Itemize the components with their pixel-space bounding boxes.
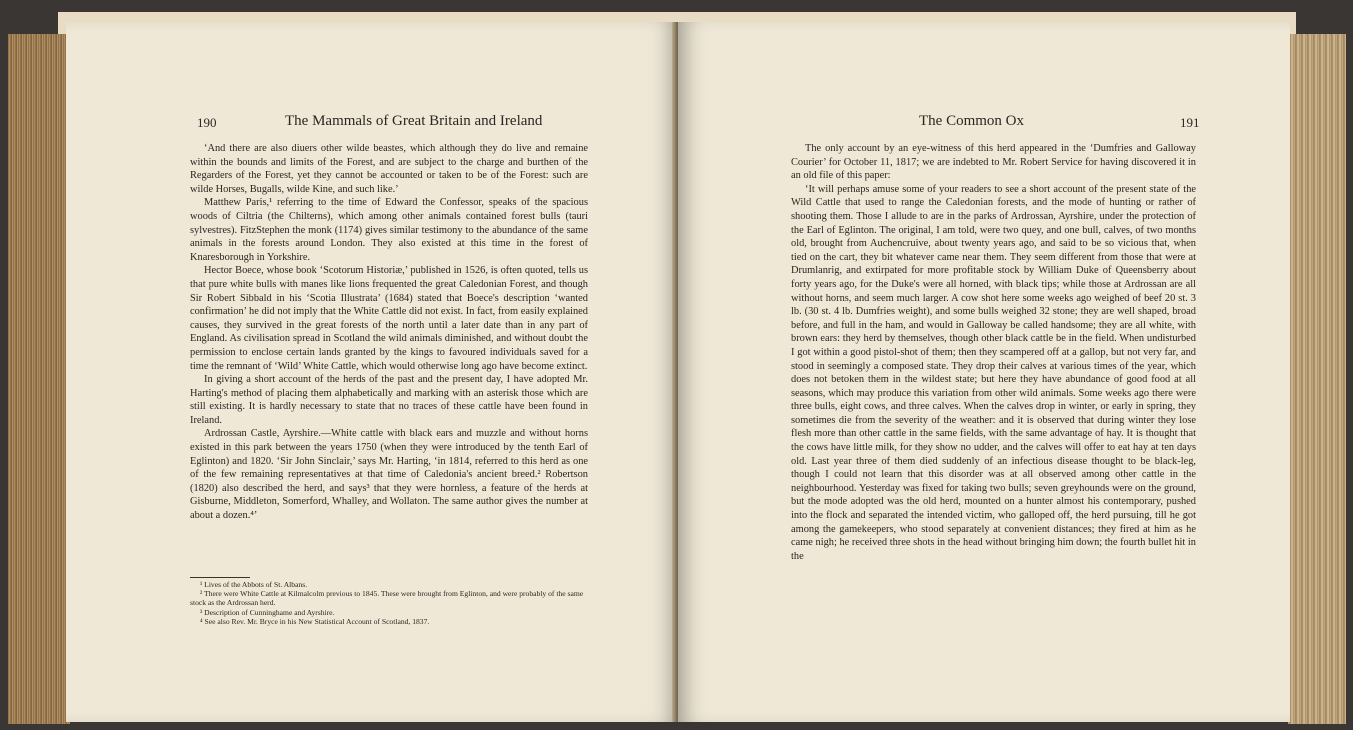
left-page-stack: [8, 34, 70, 724]
left-footnotes: [190, 577, 588, 626]
footnote: ¹ Lives of the Abbots of St. Albans.: [200, 580, 308, 589]
left-page: [66, 22, 678, 722]
right-body-text: [791, 142, 1196, 563]
footnote: ² There were White Cattle at Kilmalcolm previous to 1845. These were brought from Eglinton, and were probably of the same stock as the Ardrossan herd.: [190, 589, 584, 608]
left-page-number: 190: [197, 115, 217, 130]
paragraph: Hector Boece, whose book ‘Scotorum Historiæ,’ published in 1526, is often quoted, tells us that pure white bulls with manes like lions frequented the great Caledonian Forest, and though Sir Robert Sibbald in his ‘Scotia Illustrata’ (1684) stated that Boece's description ‘wanted confirmation’ he did not imply that the White Cattle did not exist. In fact, from easily explained causes, they survived in the great forests of the north until a later date than in any part of England. As civilisation spread in Scotland the wild animals diminished, and without doubt the permission to enclose certain lands granted by the kings to favoured individuals saved for a time the remnant of ‘Wild’ White Cattle, which would otherwise long ago have become extinct.: [190, 265, 588, 372]
paragraph: ‘And there are also diuers other wilde beastes, which although they do live and remaine within the bounds and limits of the Forest, and are subject to the charge and burthen of the Regarders of the Forest, yet they cannot be accounted or taken to be of the Forest: such are wilde Horses, Bugalls, wilde Kine, and such like.’: [190, 143, 588, 195]
paragraph: The only account by an eye-witness of this herd appeared in the ‘Dumfries and Galloway Courier’ for October 11, 1817; we are indebted to Mr. Robert Service for having discovered it in an old file of this paper:: [791, 143, 1196, 182]
paragraph: Matthew Paris,¹ referring to the time of Edward the Confessor, speaks of the spacious woods of Ciltria (the Chilterns), which among other animals contained forest bulls (tauri sylvestres). FitzStephen the monk (1174) gives similar testimony to the abundance of the same animals in the forests around London. They also existed at this time in the forest of Knaresborough in Yorkshire.: [190, 197, 588, 263]
footnote: ⁴ See also Rev. Mr. Bryce in his New Statistical Account of Scotland, 1837.: [200, 616, 430, 626]
right-page-stack: [1288, 34, 1346, 724]
right-page-number: 191: [1180, 115, 1200, 130]
right-page: [678, 22, 1290, 722]
left-body-text: [190, 142, 588, 523]
paragraph: In giving a short account of the herds of the past and the present day, I have adopted Mr. Harting's method of placing them alphabetically and marking with an asterisk those which are still existing. It is hardly necessary to state that no traces of these cattle have been found in Ireland.: [190, 374, 588, 426]
footnote: ³ Description of Cunninghame and Ayrshire.: [200, 607, 335, 617]
open-book: [8, 12, 1346, 724]
paragraph: ‘It will perhaps amuse some of your readers to see a short account of the present state of the Wild Cattle that used to range the Caledonian forests, and the mode of hunting or rather of shooting them. Those I allude to are in the parks of Ardrossan, Ayrshire, under the protection of the Earl of Eglinton. The original, I am told, were two quey, and one bull, calves, of two months old, brought from Auchencruive, about twenty years ago, and said to be so vicious that, when tied on the cart, they bit whatever came near them. They seem different from those that were at Drumlanrig, and extirpated for more profitable stock by William Duke of Queensberry about forty years ago, for the Duke's were all horned, with black tips; while those at Ardrossan are all without horns, and seem much larger. A cow shot here some weeks ago weighed of beef 20 st. 3 lb. (30 st. 4 lb. Dumfries weight), and some bulls weighed 32 stone; they are well shaped, broad before, and full in the ham, and would in Galloway be called handsome; they are all white, with brown ears: they herd by themselves, though other black cattle be in the field. When undisturbed I got within a good pistol-shot of them; then they scampered off at a gallop, but not very far, and stood in seemingly a composed state. They drop their calves at various times of the year, which does not betoken them in the wildest state; but here they have abundance of good food at all seasons, which may produce this variation from other wild animals. Some weeks ago there were three bulls, eight cows, and three calves. When the calves drop in winter, or early in spring, they sometimes die from the severity of the weather: and it is observed that during winter they lose flesh more than other cattle in the same fields, with the same advantage of hay. It is thought that the cows have little milk, for they show no udder, and the calves will offer to eat hay at ten days old. Last year three of them died suddenly of an infectious disease thought to be black-leg, though I could not learn that this disorder was at all observed among other cattle in the neighbourhood. Yesterday was fixed for taking two bulls; seven greyhounds were on the ground, but the mode adopted was the old herd, mounted on a hunter almost his contemporary, pushed into the flock and separated the intended victim, who galloped off, the herd pursuing, till he got among the gamekeepers, who stood separately at convenient distances; they fired at him as he came nigh; he received three shots in the head without bringing him down; the fourth bullet hit in the: [791, 183, 1196, 562]
left-running-header: The Mammals of Great Britain and Ireland: [285, 113, 543, 129]
right-running-header: The Common Ox: [919, 113, 1024, 129]
footnote-rule: [190, 577, 250, 578]
paragraph: Ardrossan Castle, Ayrshire.—White cattle with black ears and muzzle and without horns existed in this park between the years 1750 (when they were introduced by the tenth Earl of Eglinton) and 1820. ‘Sir John Sinclair,’ says Mr. Harting, ‘in 1814, referred to this herd as one of the few remaining representatives at that time of Caledonia's ancient breed.² Robertson (1820) also described the herd, and says³ that they were hornless, a feature of the herds at Gisburne, Middleton, Somerford, Whalley, and Wollaton. The same author gives the number at about a dozen.⁴’: [190, 428, 588, 522]
